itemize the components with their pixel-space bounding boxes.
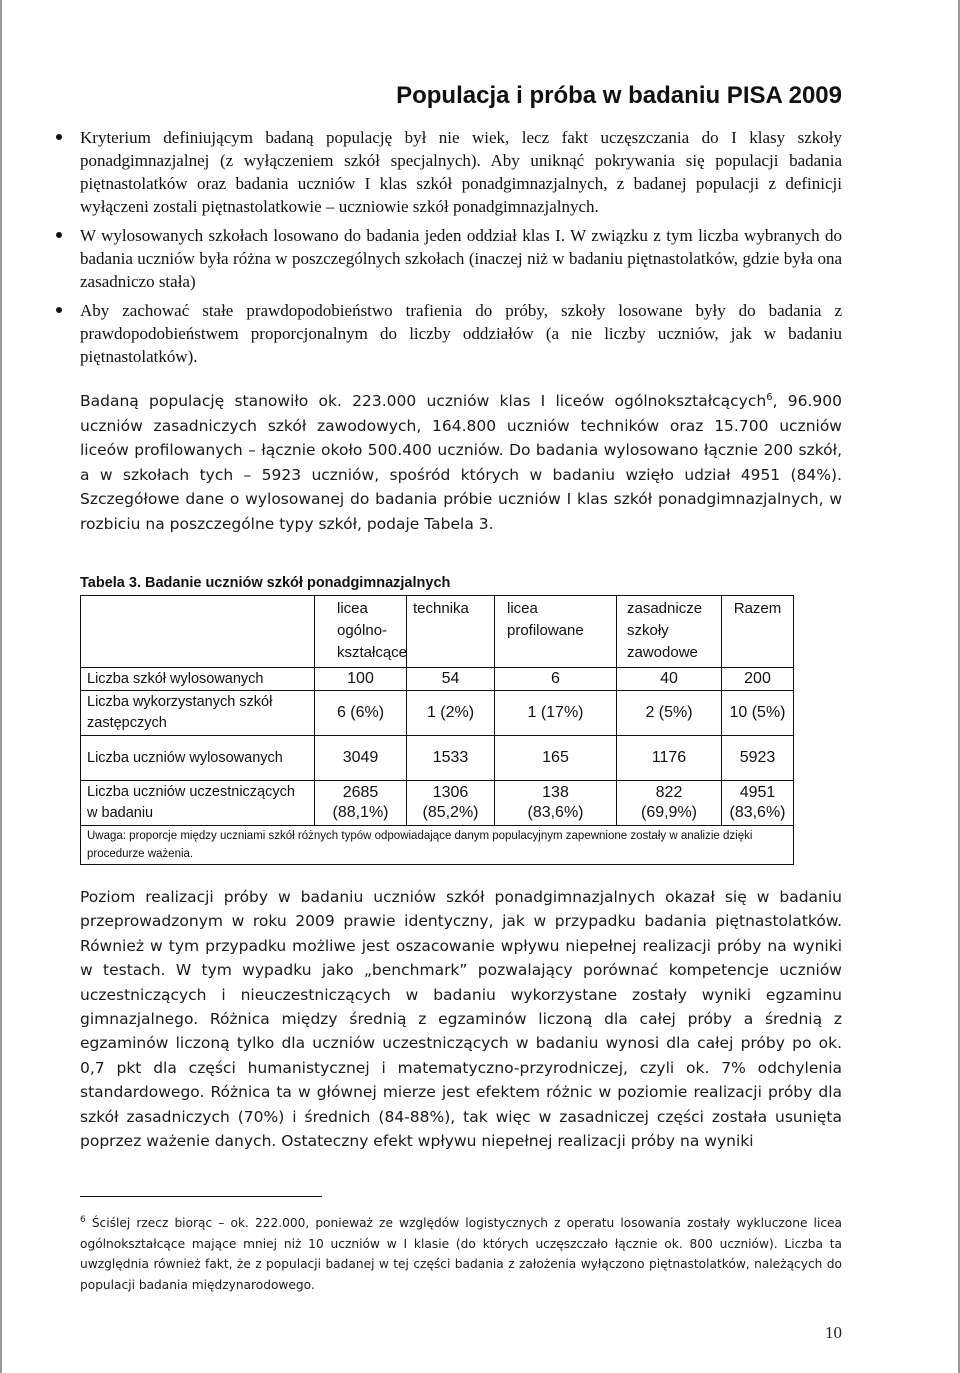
- table-cell: 1533: [407, 736, 495, 781]
- table-note: Uwaga: proporcje między uczniami szkół różnych typów odpowiadające danym populacyjnym zapewnione zostały w analizie dzięki procedurze ważenia.: [81, 826, 794, 865]
- cell-count: 2685: [342, 784, 379, 801]
- realization-paragraph: Poziom realizacji próby w badaniu uczniów szkół ponadgimnazjalnych okazał się w badaniu przeprowadzonym w roku 2009 prawie identyczny, jak w przypadku badania piętnastolatków. Również w tym przypadku możliwe jest oszacowanie wpływu niepełnej realizacji próby na wyniki w testach. W tym wypadku jako „benchmark” pozwalający porównać kompetencje uczniów uczestniczących i nieuczestniczących w badaniu wykorzystane zostały wyniki egzaminu gimnazjalnego. Różnica między średnią z egzaminów liczoną dla całej próby a średnią z egzaminów liczoną tylko dla uczniów uczestniczących w badaniu wynosi dla całej próby po ok. 0,7 pkt dla części humanistycznej i matematyczno-przyrodniczej, czyli ok. 7% odchylenia standardowego. Różnica ta w głównej mierze jest efektem różnic w poziomie realizacji próby dla szkół zasadniczych (70%) i średnich (84-88%), tak więc w zasadniczej części została usunięta poprzez ważenie danych. Ostateczny efekt wpływu niepełnej realizacji próby na wyniki: [80, 888, 842, 1151]
- population-text-start: Badaną populację stanowiło ok. 223.000 uczniów klas I liceów ogólnokształcących: [80, 392, 767, 410]
- header-licea-ogolnoksztalcace: licea ogólno-kształcące: [315, 596, 407, 668]
- cell-percent: (83,6%): [527, 804, 584, 821]
- cell-percent: (88,1%): [332, 804, 389, 821]
- footnote-marker: 6: [80, 1214, 86, 1225]
- table-cell: [315, 781, 407, 826]
- footnote-separator: [80, 1196, 322, 1197]
- population-text-end: , 96.900 uczniów zasadniczych szkół zawodowych, 164.800 uczniów techników oraz 15.700 uczniów liceów profilowanych – łącznie około 500.400 uczniów. Do badania wylosowano łącznie 200 szkół, a w szkołach tych – 5923 uczniów, spośród których w badaniu wzięło udział 4951 (84%). Szczegółowe dane o wylosowanej do badania próbie uczniów I klas szkół ponadgimnazjalnych, w rozbiciu na poszczególne typy szkół, podaje Tabela 3.: [80, 392, 842, 533]
- cell-count: 1306: [432, 784, 469, 801]
- page-border-left: [0, 0, 2, 1373]
- cell-percent: (85,2%): [422, 804, 479, 821]
- population-paragraph: [80, 389, 842, 536]
- table-cell: 100: [315, 668, 407, 691]
- table-cell: 6: [495, 668, 617, 691]
- header-licea-profilowane: licea profilowane: [495, 596, 617, 668]
- table-cell: 40: [617, 668, 722, 691]
- table-cell: 200: [722, 668, 794, 691]
- page-number: 10: [825, 1323, 842, 1342]
- row-label: Liczba szkół wylosowanych: [81, 668, 315, 691]
- cell-count: 4951: [739, 784, 776, 801]
- table-cell: 5923: [722, 736, 794, 781]
- table-cell: 3049: [315, 736, 407, 781]
- table-note-row: [81, 826, 794, 865]
- cell-percent: (69,9%): [640, 804, 698, 821]
- table-caption: Tabela 3. Badanie uczniów szkół ponadgimnazjalnych: [80, 575, 451, 591]
- footnote: [80, 1213, 842, 1295]
- bullet-list: [80, 126, 842, 374]
- table-cell: [407, 781, 495, 826]
- header-corner: [81, 596, 315, 668]
- row-label: Liczba uczniów wylosowanych: [81, 736, 315, 781]
- table-row: [81, 736, 794, 781]
- bullet-item: Aby zachować stałe prawdopodobieństwo trafienia do próby, szkoły losowane były do badania z prawdopodobieństwem proporcjonalnym do liczby oddziałów (a nie liczby uczniów, jak w badaniu piętnastolatków).: [80, 301, 842, 366]
- table-cell: 1176: [617, 736, 722, 781]
- sample-table: [80, 595, 794, 865]
- cell-count: 822: [655, 784, 683, 801]
- bullet-item: W wylosowanych szkołach losowano do badania jeden oddział klas I. W związku z tym liczba wybranych do badania uczniów była różna w poszczególnych szkołach (inaczej niż w badaniu piętnastolatków, gdzie była ona zasadniczo stała): [80, 226, 842, 291]
- header-razem: Razem: [722, 596, 794, 668]
- table-cell: 1 (17%): [495, 691, 617, 736]
- table-cell: [617, 781, 722, 826]
- table-row: [81, 691, 794, 736]
- table-row: [81, 781, 794, 826]
- table-cell: 1 (2%): [407, 691, 495, 736]
- page-title: Populacja i próba w badaniu PISA 2009: [396, 82, 842, 109]
- table-cell: 10 (5%): [722, 691, 794, 736]
- row-label: Liczba uczniów uczestniczących w badaniu: [81, 781, 315, 826]
- row-label: Liczba wykorzystanych szkół zastępczych: [81, 691, 315, 736]
- table-cell: 6 (6%): [315, 691, 407, 736]
- table-row: [81, 668, 794, 691]
- header-zasadnicze: zasadnicze szkoły zawodowe: [617, 596, 722, 668]
- footnote-text: Ściślej rzecz biorąc – ok. 222.000, ponieważ ze względów logistycznych z operatu losowania zostały wykluczone licea ogólnokształcące mające mniej niż 10 uczniów w I klasie (do których uczęszczało łącznie ok. 800 uczniów). Liczba ta uwzględnia również fakt, że z populacji badanej w tej części badania z założenia wyłączono piętnastolatków, należących do populacji badania międzynarodowego.: [80, 1216, 842, 1292]
- table-header-row: [81, 596, 794, 668]
- cell-count: 138: [542, 784, 569, 801]
- header-technika: technika: [407, 596, 495, 668]
- footnote-reference[interactable]: 6: [766, 391, 773, 403]
- table-cell: 54: [407, 668, 495, 691]
- cell-percent: (83,6%): [729, 804, 786, 821]
- table-cell: 2 (5%): [617, 691, 722, 736]
- table-cell: [722, 781, 794, 826]
- bullet-item: Kryterium definiującym badaną populację był nie wiek, lecz fakt uczęszczania do I klasy szkoły ponadgimnazjalnej (z wyłączeniem szkół specjalnych). Aby uniknąć pokrywania się populacji badania piętnastolatków oraz badania uczniów I klas szkół ponadgimnazjalnych, z badanej populacji z definicji wyłączeni zostali piętnastolatkowie – uczniowie szkół ponadgimnazjalnych.: [80, 128, 842, 216]
- table-cell: 165: [495, 736, 617, 781]
- table-cell: [495, 781, 617, 826]
